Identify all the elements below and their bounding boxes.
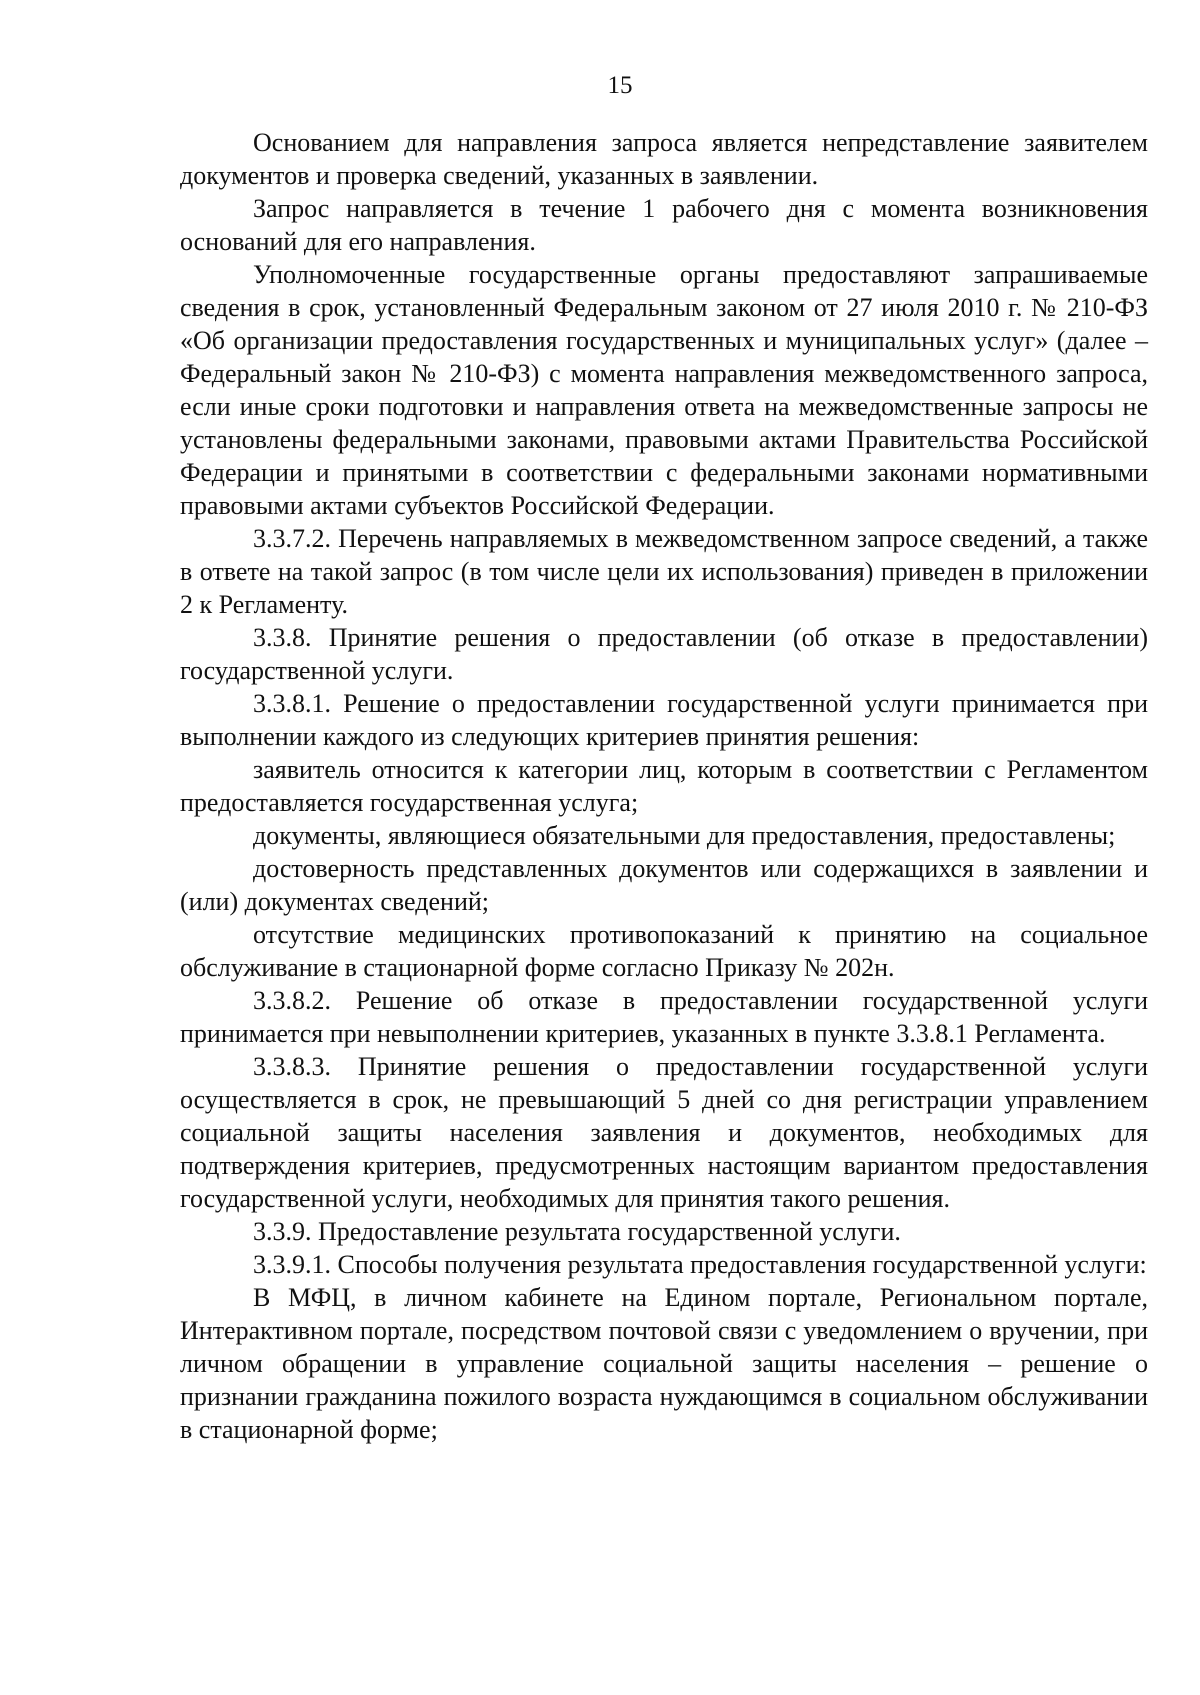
paragraph-3-3-7-2: 3.3.7.2. Перечень направляемых в межведомственном запросе сведений, а также в ответе на такой запрос (в том числе цели их использования) приведен в приложении 2 к Регламенту. xyxy=(180,524,1148,619)
criterion-applicant-category: заявитель относится к категории лиц, которым в соответствии с Регламентом предоставляется государственная услуга; xyxy=(180,755,1148,817)
paragraph-3-3-9: 3.3.9. Предоставление результата государственной услуги. xyxy=(253,1217,901,1246)
paragraph-3-3-8-2: 3.3.8.2. Решение об отказе в предоставлении государственной услуги принимается при невыполнении критериев, указанных в пункте 3.3.8.1 Регламента. xyxy=(180,986,1148,1048)
page-number: 15 xyxy=(607,72,633,99)
paragraph-3-3-9-1: 3.3.9.1. Способы получения результата предоставления государственной услуги: xyxy=(253,1250,1147,1279)
paragraph-result-methods: В МФЦ, в личном кабинете на Едином портале, Региональном портале, Интерактивном портале, посредством почтовой связи с уведомлением о вручении, при личном обращении в управление социальной защиты населения – решение о признании гражданина пожилого возраста нуждающимся в социальном обслуживании в стационарной форме; xyxy=(180,1283,1148,1444)
criterion-medical-contraindications: отсутствие медицинских противопоказаний к принятию на социальное обслуживание в стационарной форме согласно Приказу № 202н. xyxy=(180,920,1148,982)
paragraph-3-3-8: 3.3.8. Принятие решения о предоставлении (об отказе в предоставлении) государственной услуги. xyxy=(180,623,1148,685)
paragraph-3-3-8-3: 3.3.8.3. Принятие решения о предоставлении государственной услуги осуществляется в срок, не превышающий 5 дней со дня регистрации управлением социальной защиты населения заявления и документов, необходимых для подтверждения критериев, предусмотренных настоящим вариантом предоставления государственной услуги, необходимых для принятия такого решения. xyxy=(180,1052,1148,1213)
paragraph-authorized-bodies: Уполномоченные государственные органы предоставляют запрашиваемые сведения в срок, установленный Федеральным законом от 27 июля 2010 г. № 210-ФЗ «Об организации предоставления государственных и муниципальных услуг» (далее – Федеральный закон № 210-ФЗ) с момента направления межведомственного запроса, если иные сроки подготовки и направления ответа на межведомственные запросы не установлены федеральными законами, правовыми актами Правительства Российской Федерации и принятыми в соответствии с федеральными законами нормативными правовыми актами субъектов Российской Федерации. xyxy=(180,260,1148,520)
criterion-documents-reliability: достоверность представленных документов или содержащихся в заявлении и (или) документах сведений; xyxy=(180,854,1148,916)
document-body xyxy=(180,126,1148,1446)
criterion-documents-provided: документы, являющиеся обязательными для предоставления, предоставлены; xyxy=(253,821,1116,850)
paragraph-request-basis: Основанием для направления запроса является непредставление заявителем документов и проверка сведений, указанных в заявлении. xyxy=(180,128,1148,190)
paragraph-request-deadline: Запрос направляется в течение 1 рабочего дня с момента возникновения оснований для его направления. xyxy=(180,194,1148,256)
paragraph-3-3-8-1: 3.3.8.1. Решение о предоставлении государственной услуги принимается при выполнении каждого из следующих критериев принятия решения: xyxy=(180,689,1148,751)
